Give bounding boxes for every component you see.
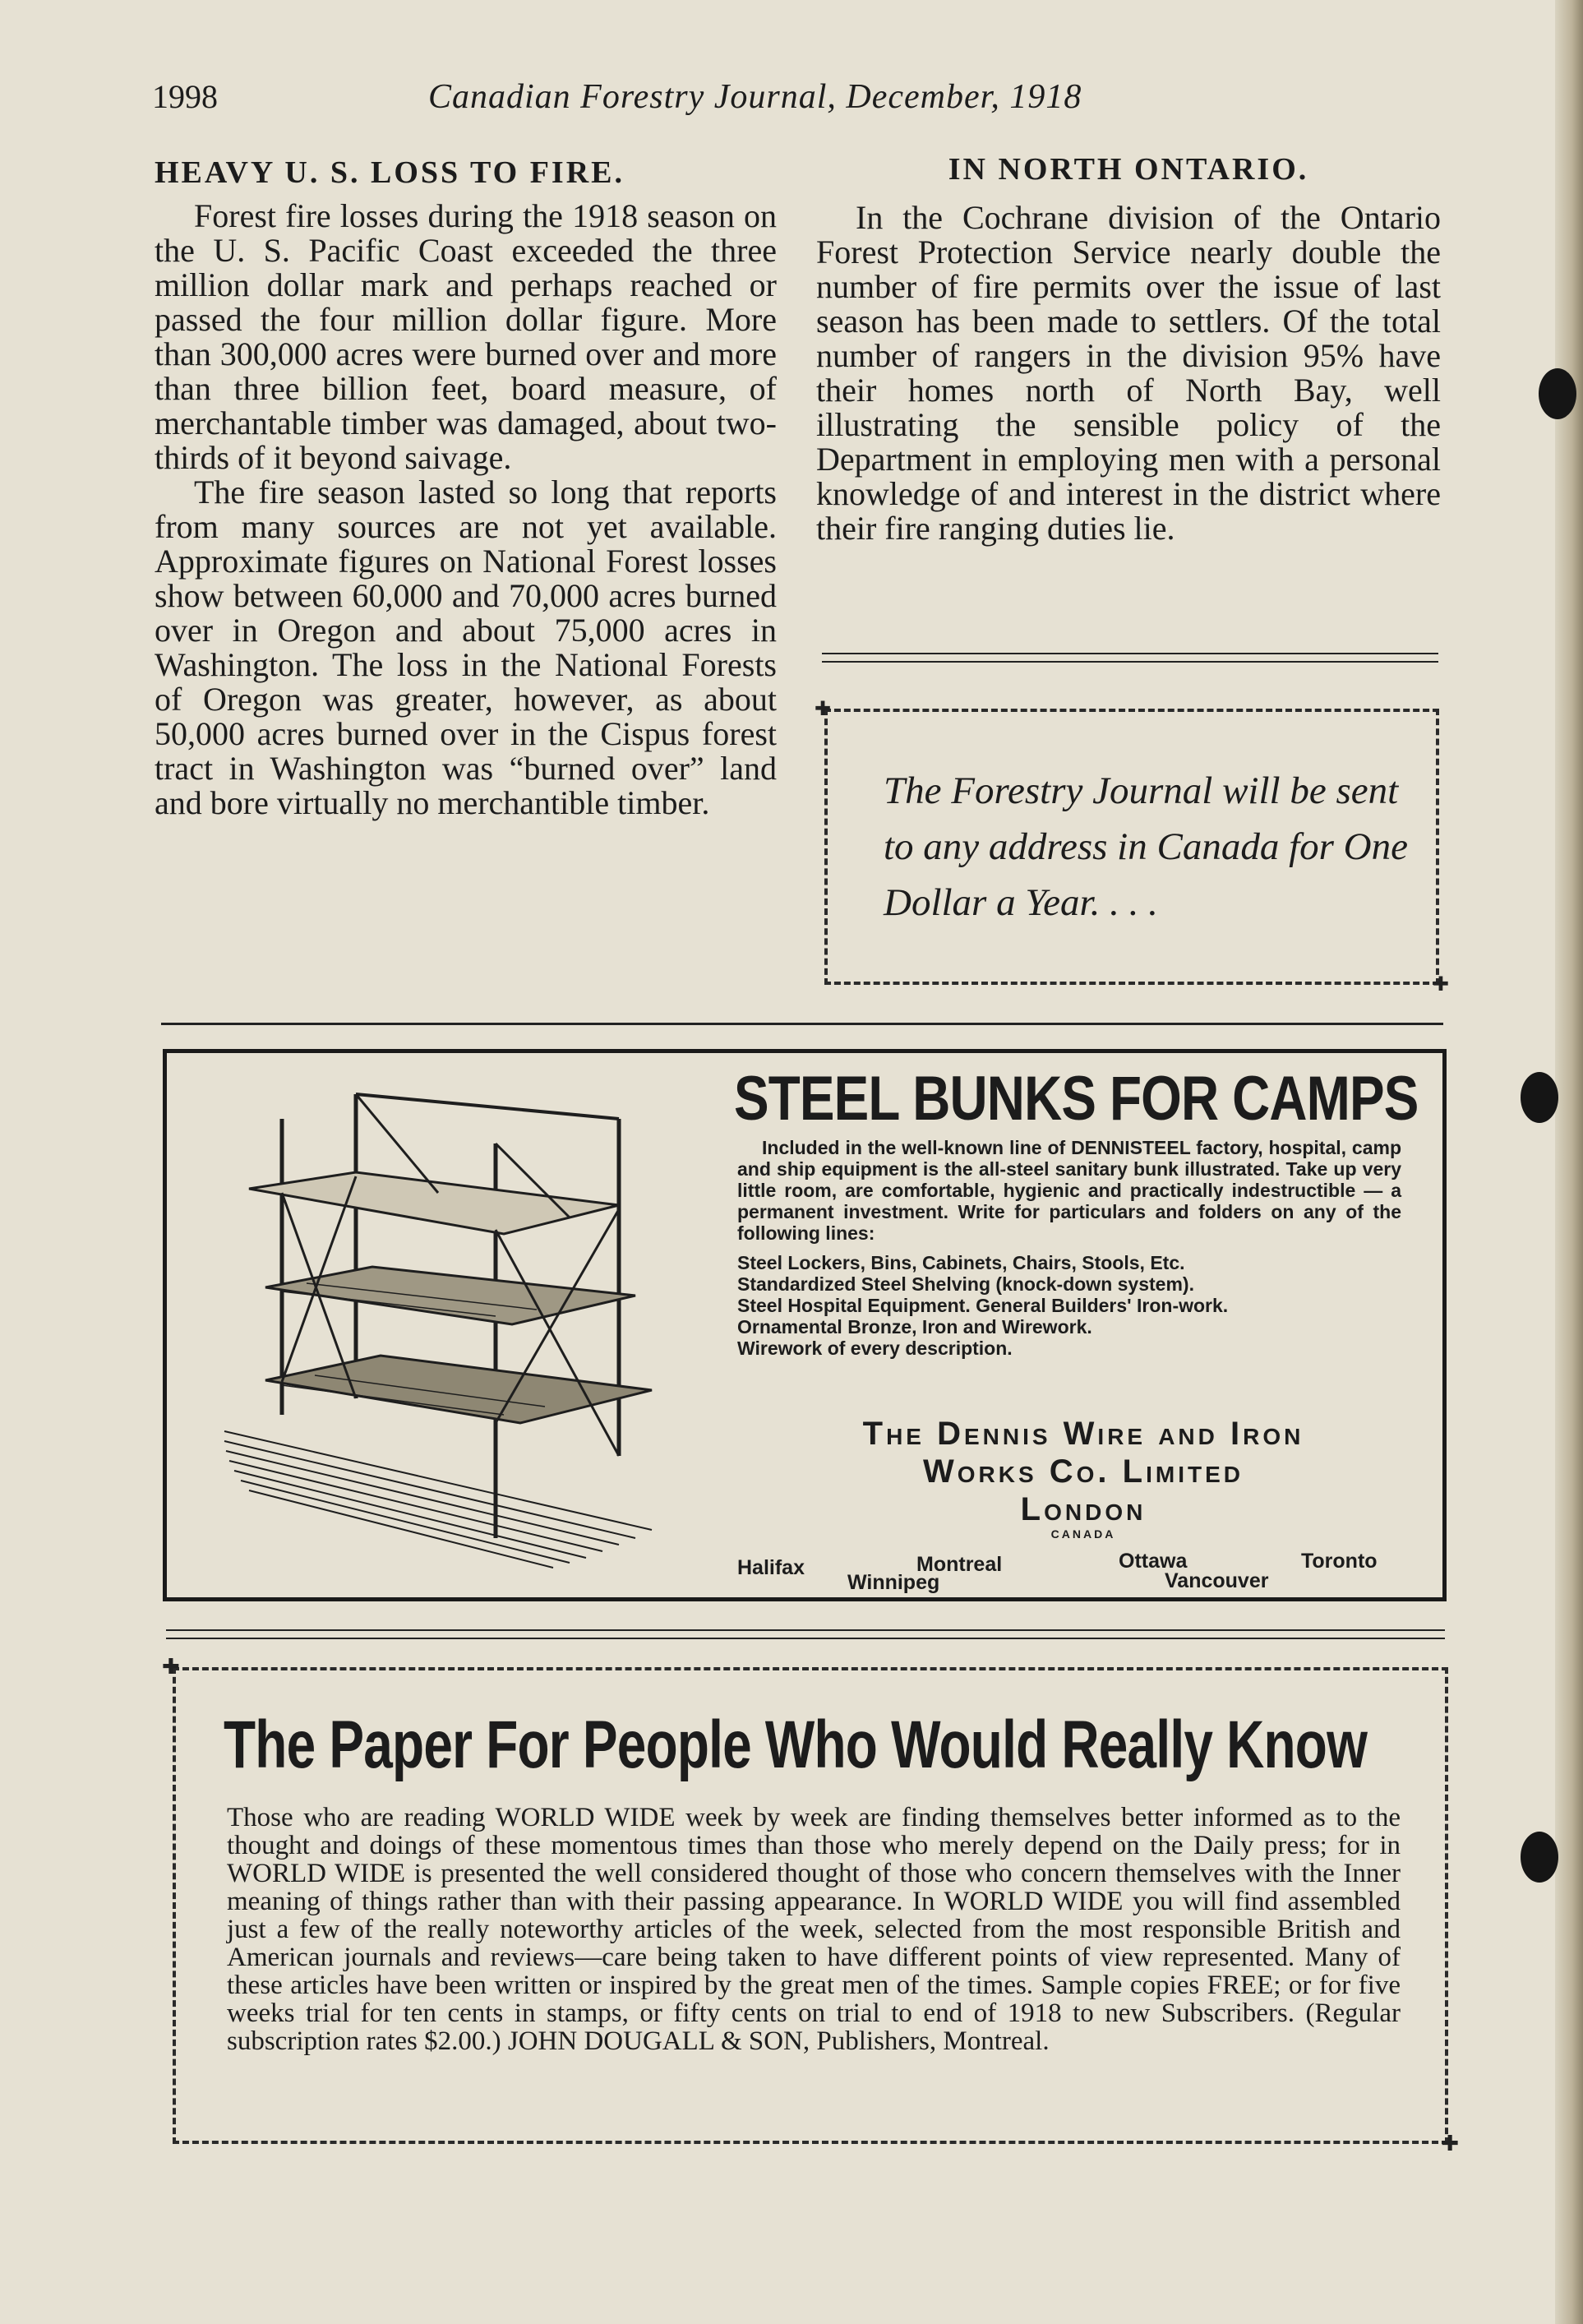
ad-world-wide <box>173 1667 1448 2144</box>
steel-bunk-illustration <box>192 1070 718 1579</box>
ad-body <box>737 1137 1401 1359</box>
binding-hole <box>1521 1832 1558 1883</box>
article-paragraph: In the Cochrane division of the Ontario Forest Protection Service nearly double the number of fire permits over the issue of last season has been made to settlers. Of the total number of rangers in the division 95% have their homes north of North Bay, well illustrating the sensible policy of the Department in employing men with a personal knowledge of and interest in the district where their fire ranging duties lie. <box>816 199 1441 547</box>
company-line: The Dennis Wire and Iron <box>862 1416 1304 1452</box>
ad-intro: Included in the well-known line of DENNISTEEL factory, hospital, camp and ship equipment is the all-steel sanitary bunk illustrated. Take up very little room, are comfortable, hygienic and practically indestructible — a permanent investment. Write for particulars and folders on any of the following lines: <box>737 1137 1401 1244</box>
running-head: Canadian Forestry Journal, December, 1918 <box>428 78 1082 116</box>
section-rule <box>166 1629 1445 1639</box>
article-title: HEAVY U. S. LOSS TO FIRE. <box>155 155 625 190</box>
page-header <box>152 77 1442 127</box>
subscription-box <box>824 709 1439 985</box>
product-line: Wirework of every description. <box>737 1338 1013 1359</box>
company-country: CANADA <box>1050 1527 1116 1541</box>
column-divider-rule <box>822 653 1438 663</box>
city: Montreal <box>916 1553 1003 1576</box>
article-body <box>155 199 777 820</box>
page-number: 1998 <box>152 78 218 115</box>
company-city: London <box>1020 1491 1147 1527</box>
article-heavy-us-loss <box>155 155 777 820</box>
ad-title: STEEL BUNKS FOR CAMPS <box>734 1064 1419 1134</box>
article-title: IN NORTH ONTARIO. <box>948 152 1309 187</box>
ad-steel-bunks <box>163 1049 1447 1601</box>
binding-hole <box>1539 368 1576 419</box>
company-name <box>750 1415 1416 1540</box>
product-lines <box>737 1252 1401 1359</box>
product-line: Ornamental Bronze, Iron and Wirework. <box>737 1316 1092 1338</box>
product-line: Steel Lockers, Bins, Cabinets, Chairs, Stools, Etc. <box>737 1252 1185 1273</box>
article-paragraph: Forest fire losses during the 1918 season on the U. S. Pacific Coast exceeded the three million dollar mark and perhaps reached or passed the four million dollar figure. More than 300,000 acres were burned over and more than three billion feet, board measure, of merchantable timber was damaged, about two-thirds of it beyond saivage. <box>155 197 777 476</box>
company-line: Works Co. Limited <box>923 1453 1244 1490</box>
subscription-text: ✚ The Forestry Journal will be sent to any address in Canada for One Dollar a Year. . . . <box>884 769 1408 924</box>
article-north-ontario <box>816 151 1441 546</box>
city: Halifax <box>737 1556 805 1579</box>
branch-cities <box>737 1550 1408 1594</box>
section-rule <box>161 1023 1443 1025</box>
product-line: Standardized Steel Shelving (knock-down system). <box>737 1273 1194 1295</box>
city: Toronto <box>1301 1550 1378 1573</box>
article-paragraph: The fire season lasted so long that reports from many sources are not yet available. Approximate figures on National Forest losses show between 60,000 and 70,000 acres burned over in Oregon and about 75,000 acres in Washington. The loss in the National Forests of Oregon was greater, however, as about 50,000 acres burned over in the Cispus forest tract in Washington was “burned over” land and bore virtually no merchantible timber. <box>155 474 777 821</box>
ad-title: ✚ The Paper For People Who Would Really Know <box>224 1707 1368 1782</box>
city: Winnipeg <box>847 1571 940 1594</box>
page-edge <box>1555 0 1583 2324</box>
article-body <box>816 201 1441 546</box>
binding-hole <box>1521 1072 1558 1123</box>
city: Vancouver <box>1165 1569 1269 1592</box>
ad-body: Those who are reading WORLD WIDE week by week are finding themselves better informed as to the thought and doings of these momentous times than those who merely depend on the Daily press; for in WORLD WIDE is presented the well considered thought of those who concern themselves with the Inner meaning of things rather than with their passing appearance. In WORLD WIDE you will find assembled just a few of the really noteworthy articles of the week, selected from the most responsible British and American journals and reviews—care being taken to have different points of view represented. Many of these articles have been written or inspired by the great men of the times. Sample copies FREE; or for five weeks trial for ten cents in stamps, or fifty cents on trial to end of 1918 to new Subscribers. (Regular subscription rates $2.00.) JOHN DOUGALL & SON, Publishers, Montreal. <box>227 1803 1401 2056</box>
product-line: Steel Hospital Equipment. General Builders' Iron-work. <box>737 1295 1229 1316</box>
city: Ottawa <box>1119 1550 1188 1573</box>
